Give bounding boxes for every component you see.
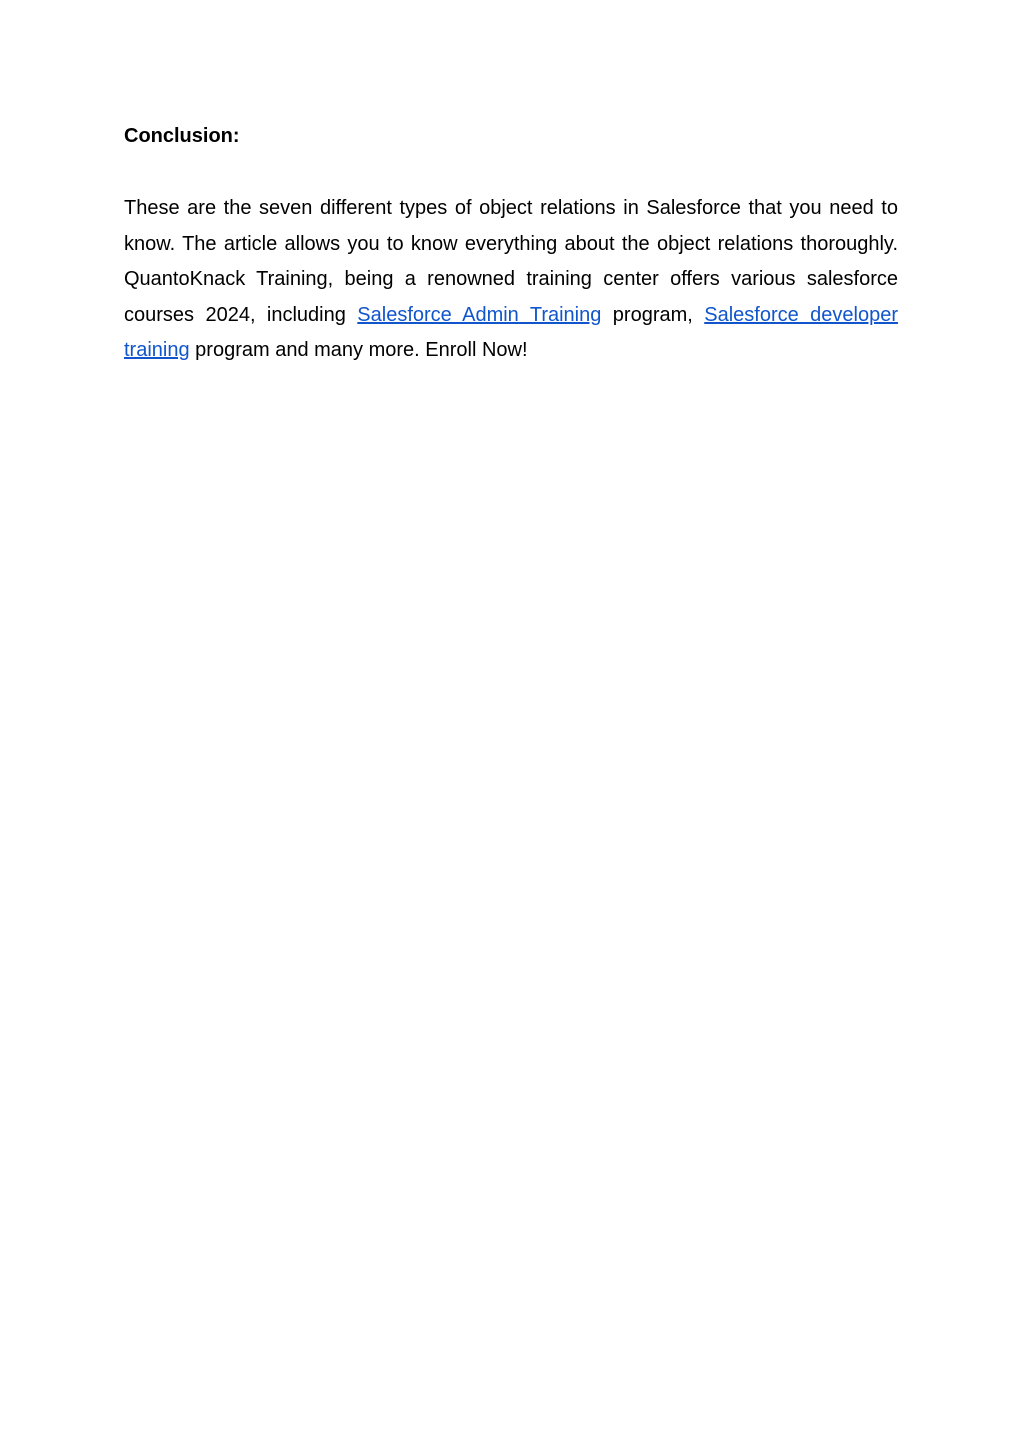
document-content xyxy=(124,120,898,369)
paragraph-text-2: program, xyxy=(601,303,705,326)
paragraph-text-3: program and many more. Enroll Now! xyxy=(189,339,528,361)
section-heading: Conclusion: xyxy=(124,125,240,147)
salesforce-admin-training-link[interactable]: Salesforce Admin Training xyxy=(357,303,602,326)
paragraph-text-1: These are the seven different types of object relations in Salesforce that you need to know. The article allows you to know everything about the object relations thoroughly. QuantoKnack Training, being a renowned training center offers various salesforce courses 2024, including xyxy=(124,197,898,326)
conclusion-paragraph xyxy=(124,191,898,369)
salesforce-developer-training-link[interactable]: Salesforce developer training xyxy=(124,303,899,361)
